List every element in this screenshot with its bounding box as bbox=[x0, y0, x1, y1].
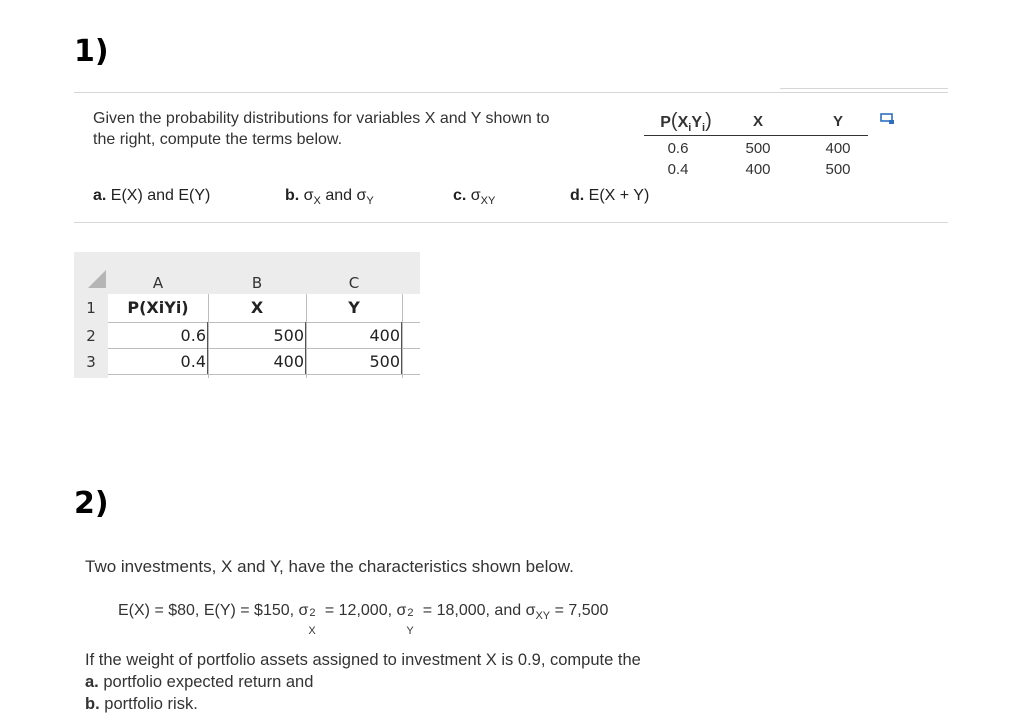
q2-intro: Two investments, X and Y, have the characteristics shown below. bbox=[85, 557, 574, 576]
part-b-sigma-x: σ bbox=[303, 187, 314, 204]
q2-part-b-label: b. bbox=[85, 695, 100, 713]
grid-line bbox=[108, 374, 420, 375]
q2-part-a-text: portfolio expected return and bbox=[103, 673, 314, 691]
part-a-label: a. bbox=[93, 187, 107, 204]
question-1-number: 1) bbox=[74, 34, 109, 69]
row-header-1[interactable]: 1 bbox=[86, 299, 96, 317]
part-b-sigma-y: σ bbox=[356, 187, 367, 204]
distribution-table bbox=[630, 110, 880, 180]
part-d-text: E(X + Y) bbox=[588, 187, 650, 204]
part-b-sub-y: Y bbox=[366, 195, 374, 208]
cell-a3[interactable]: 0.4 bbox=[180, 352, 206, 371]
grid-line bbox=[108, 322, 420, 323]
dist-header-y: Y bbox=[832, 113, 843, 130]
cell-b3[interactable]: 400 bbox=[273, 352, 304, 371]
formula-sub: Y bbox=[406, 625, 414, 637]
column-header-a[interactable]: A bbox=[152, 274, 164, 292]
q2-question: If the weight of portfolio assets assigned to investment X is 0.9, compute the bbox=[85, 651, 641, 669]
cell-a2[interactable]: 0.6 bbox=[180, 326, 206, 345]
q1-part-d bbox=[570, 187, 649, 205]
row-header-3[interactable]: 3 bbox=[86, 353, 96, 371]
grid-line bbox=[402, 294, 403, 378]
formula-part: = 7,500 bbox=[550, 602, 609, 619]
cell-c3[interactable]: 500 bbox=[369, 352, 400, 371]
dist-cell: 0.4 bbox=[667, 161, 689, 178]
part-c-sigma: σ bbox=[470, 187, 481, 204]
dist-header-rule bbox=[644, 135, 868, 136]
formula-part: E(X) = $80, E(Y) = $150, σ bbox=[118, 602, 309, 619]
question-2-number: 2) bbox=[74, 486, 109, 521]
cell-c2[interactable]: 400 bbox=[369, 326, 400, 345]
q1-part-b bbox=[285, 187, 374, 207]
formula-part: = 12,000, σ bbox=[320, 602, 407, 619]
dist-cell: 500 bbox=[745, 140, 771, 157]
part-c-sub: XY bbox=[480, 195, 496, 208]
q1-part-a bbox=[93, 187, 210, 205]
formula-sub: X bbox=[308, 625, 316, 637]
cell-border bbox=[207, 322, 208, 374]
cell-b1[interactable]: X bbox=[250, 298, 264, 317]
part-b-label: b. bbox=[285, 187, 300, 204]
q2-formula bbox=[118, 600, 609, 637]
part-a-text: E(X) and E(Y) bbox=[110, 187, 211, 204]
part-b-sub-x: X bbox=[313, 195, 321, 208]
column-header-c[interactable]: C bbox=[348, 274, 360, 292]
grid-line bbox=[306, 294, 307, 378]
dist-cell: 0.6 bbox=[667, 140, 689, 157]
part-c-label: c. bbox=[453, 187, 467, 204]
divider-bottom bbox=[74, 222, 948, 223]
dist-header-p: $P(X_iY_i)$ bbox=[660, 110, 712, 135]
part-d-label: d. bbox=[570, 187, 585, 204]
q1-intro-line-2: the right, compute the terms below. bbox=[93, 131, 343, 148]
q2-part-b bbox=[85, 694, 198, 715]
formula-sub: XY bbox=[535, 610, 551, 623]
formula-sup: 2 bbox=[407, 607, 414, 619]
q2-part-a bbox=[85, 672, 313, 693]
formula-part: = 18,000, and σ bbox=[418, 602, 536, 619]
cell-a1[interactable]: P(XiYi) bbox=[127, 298, 189, 317]
cell-border bbox=[401, 322, 402, 374]
q1-intro bbox=[93, 108, 550, 150]
dist-header-x: X bbox=[752, 113, 763, 130]
q2-part-a-label: a. bbox=[85, 673, 99, 691]
column-header-b[interactable]: B bbox=[251, 274, 263, 292]
dist-cell: 400 bbox=[745, 161, 771, 178]
dist-cell: 500 bbox=[825, 161, 851, 178]
q1-part-c bbox=[453, 187, 495, 207]
cell-c1[interactable]: Y bbox=[348, 298, 360, 317]
grid-line bbox=[208, 294, 209, 378]
dist-cell: 400 bbox=[825, 140, 851, 157]
row-header-2[interactable]: 2 bbox=[86, 327, 96, 345]
q2-part-b-text: portfolio risk. bbox=[104, 695, 198, 713]
divider-top bbox=[74, 92, 948, 93]
select-all-corner[interactable] bbox=[88, 270, 106, 292]
formula-sup: 2 bbox=[309, 607, 316, 619]
spreadsheet bbox=[74, 252, 420, 378]
cell-b2[interactable]: 500 bbox=[273, 326, 304, 345]
part-b-and: and bbox=[325, 187, 353, 204]
cell-border bbox=[305, 322, 306, 374]
grid-line bbox=[108, 348, 420, 349]
divider-top-right bbox=[780, 88, 948, 89]
copy-icon[interactable] bbox=[880, 112, 896, 124]
q1-intro-line-1: Given the probability distributions for variables X and Y shown to bbox=[93, 110, 550, 127]
